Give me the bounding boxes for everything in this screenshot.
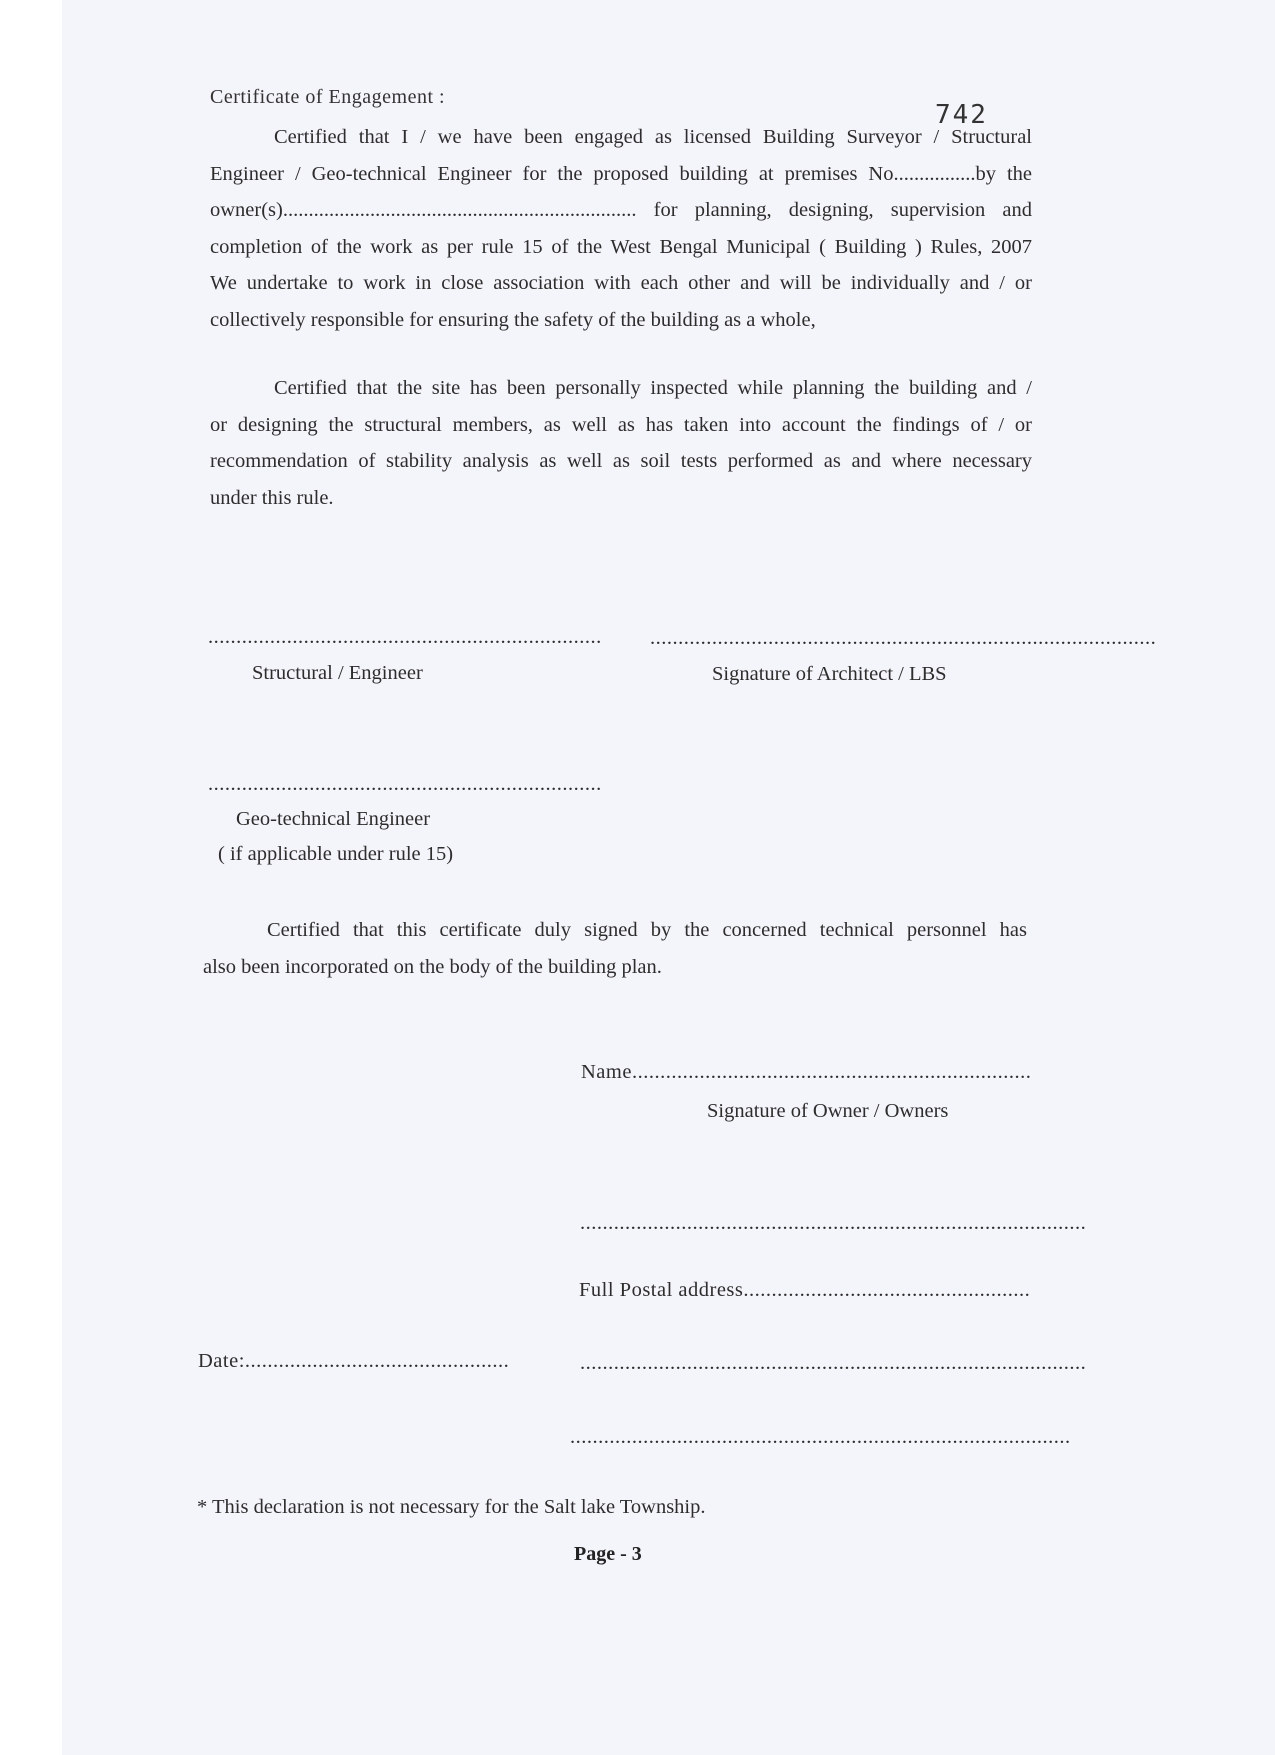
structural-engineer-label: Structural / Engineer	[252, 662, 423, 684]
site-inspection-paragraph	[210, 370, 1032, 516]
text-line: recommendation of stability analysis as well as soil tests performed as and where necessary	[210, 450, 1032, 472]
engagement-paragraph	[210, 119, 1032, 338]
scan-edge	[0, 0, 62, 1755]
text-line: owner(s)..................................................................... for planning, designing, supervision and	[210, 199, 1032, 221]
footnote: * This declaration is not necessary for the Salt lake Township.	[197, 1496, 706, 1518]
text-line: Certified that this certificate duly signed by the concerned technical personnel has	[267, 919, 1027, 941]
owner-signature-label: Signature of Owner / Owners	[707, 1100, 949, 1122]
certificate-title: Certificate of Engagement :	[210, 86, 446, 108]
text-line: also been incorporated on the body of the building plan.	[203, 955, 662, 978]
text-line: Certified that I / we have been engaged as licensed Building Surveyor / Structural	[274, 126, 1032, 148]
geo-engineer-note: ( if applicable under rule 15)	[218, 843, 454, 865]
architect-signature-line: ..........................................................................................	[650, 627, 1157, 649]
handwritten-page-number: 742	[935, 100, 988, 130]
text-line: We undertake to work in close association with each other and will be individually and / or	[210, 272, 1032, 294]
incorporation-paragraph	[203, 912, 1027, 985]
architect-signature-label: Signature of Architect / LBS	[712, 663, 947, 685]
text-line: collectively responsible for ensuring the safety of the building as a whole,	[210, 308, 816, 331]
postal-address-line-2: ..........................................................................................	[580, 1352, 1087, 1374]
owner-blank-line: ..........................................................................................	[580, 1212, 1087, 1234]
geo-engineer-signature-line: ......................................................................	[208, 773, 602, 795]
owner-name-field: Name.......................................................................	[581, 1061, 1032, 1083]
structural-engineer-signature-line: ......................................................................	[208, 626, 602, 648]
postal-address-field: Full Postal address...................................................	[579, 1279, 1031, 1301]
geo-engineer-label: Geo-technical Engineer	[236, 808, 431, 830]
text-line: under this rule.	[210, 486, 334, 509]
postal-address-line-3: .........................................................................................	[570, 1426, 1071, 1448]
text-line: or designing the structural members, as well as has taken into account the findings of / or	[210, 413, 1032, 436]
text-line: Certified that the site has been personally inspected while planning the building and /	[274, 377, 1032, 399]
text-line: Engineer / Geo-technical Engineer for the proposed building at premises No................by the	[210, 162, 1032, 185]
date-field: Date:...............................................	[198, 1350, 510, 1372]
text-line: completion of the work as per rule 15 of the West Bengal Municipal ( Building ) Rules, 2007	[210, 235, 1032, 258]
page-number: Page - 3	[574, 1543, 642, 1565]
